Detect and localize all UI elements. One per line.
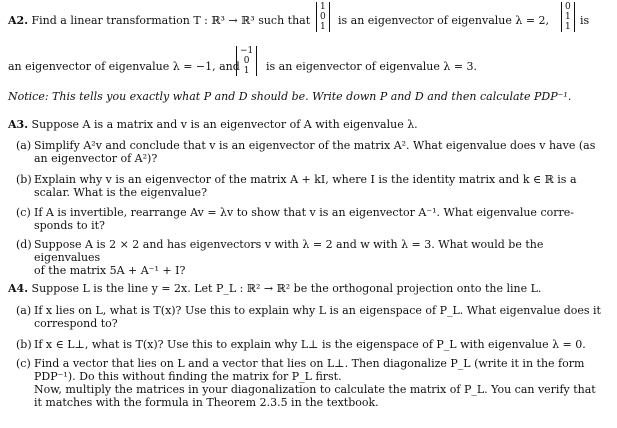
a2-line-1-end: is	[580, 14, 590, 27]
a2-intro: Find a linear transformation T : ℝ³ → ℝ³ such that	[31, 14, 311, 27]
a4-heading: A4. Suppose L is the line y = 2x. Let P_L : ℝ² → ℝ² be the orthogonal projection onto the line L.	[8, 282, 542, 295]
a2-notice: Notice: This tells you exactly what P and D should be. Write down P and D and then calculate PDP⁻¹.	[8, 90, 572, 103]
a3-item-a: (a) Simplify A²v and conclude that v is an eigenvector of the matrix A². What eigenvalue does v have (as an eigenvector of A²)?	[16, 139, 596, 165]
a2-line-2: an eigenvector of eigenvalue λ = −1, and	[8, 60, 240, 73]
a3-item-d: (d) Suppose A is 2 × 2 and has eigenvectors v with λ = 2 and w with λ = 3. What would be the eigenvalues of the matrix 5A + A⁻¹ + I?	[16, 238, 544, 277]
a3-item-c: (c) If A is invertible, rearrange Av = λv to show that v is an eigenvector A⁻¹. What eigenvalue corre- sponds to it?	[16, 206, 574, 232]
a2-line-1-mid: is an eigenvector of eigenvalue λ = 2,	[338, 14, 550, 27]
a2-label: A2.	[8, 14, 29, 27]
a4-item-a: (a) If x lies on L, what is T(x)? Use this to explain why L is an eigenspace of P_L. What eigenvalue does it correspond to?	[16, 304, 601, 330]
a2-vector-2: 0 1 1	[561, 2, 575, 32]
a2-vector-1: 1 0 1	[316, 2, 330, 32]
a2-vector-3: −1 0 1	[236, 46, 257, 76]
a4-item-c: (c) Find a vector that lies on L and a vector that lies on L⊥. Then diagonalize P_L (write it in the form PDP⁻¹). Do this without finding the matrix for P_L first. Now, multiply the matrices in your diagonalization to calculate the matrix of P_L. You can verify that it matches with the formula in Theorem 2.3.5 in the textbook.	[16, 357, 596, 409]
a3-heading: A3. Suppose A is a matrix and v is an eigenvector of A with eigenvalue λ.	[8, 118, 418, 131]
a2-line-2-end: is an eigenvector of eigenvalue λ = 3.	[266, 60, 478, 73]
a4-item-b: (b) If x ∈ L⊥, what is T(x)? Use this to explain why L⊥ is the eigenspace of P_L with eigenvalue λ = 0.	[16, 338, 586, 351]
a3-item-b: (b) Explain why v is an eigenvector of the matrix A + kI, where I is the identity matrix and k ∈ ℝ is a scalar. What is the eigenvalue?	[16, 173, 577, 199]
